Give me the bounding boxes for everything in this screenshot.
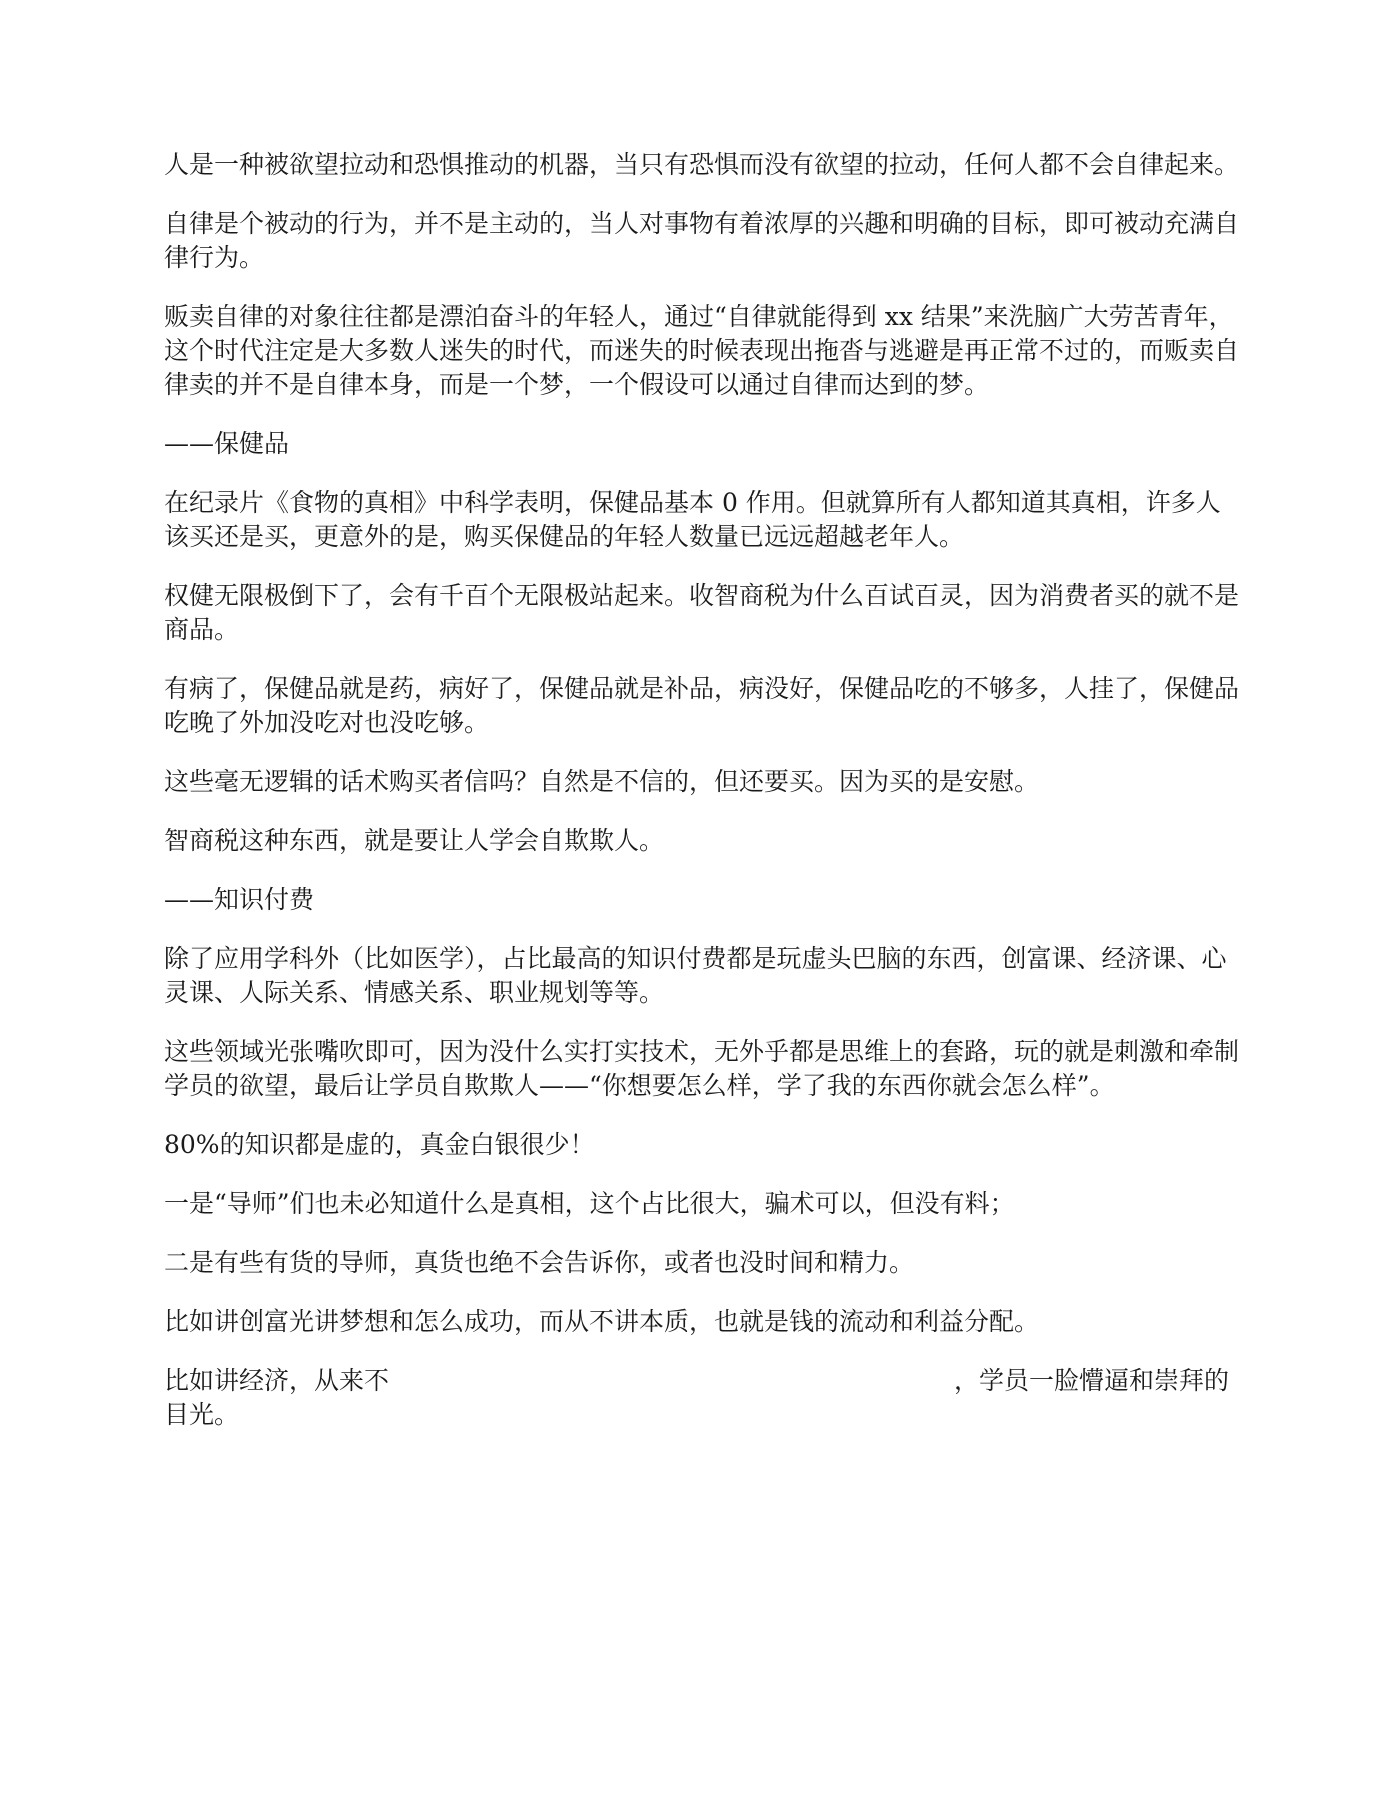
paragraph-6: 有病了，保健品就是药，病好了，保健品就是补品，病没好，保健品吃的不够多，人挂了，保健品吃晚了外加没吃对也没吃够。 [164,674,1240,737]
paragraph-4: 在纪录片《食物的真相》中科学表明，保健品基本 0 作用。但就算所有人都知道其真相，许多人该买还是买，更意外的是，购买保健品的年轻人数量已远远超越老年人。 [164,488,1221,551]
paragraph-1: 人是一种被欲望拉动和恐惧推动的机器，当只有恐惧而没有欲望的拉动，任何人都不会自律起来。 [164,150,1240,179]
paragraph-13: 二是有些有货的导师，真货也绝不会告诉你，或者也没时间和精力。 [164,1248,915,1277]
paragraph-15 [164,1364,1244,1432]
paragraph-15-start: 比如讲经济，从来不 [164,1366,390,1395]
paragraph-2: 自律是个被动的行为，并不是主动的，当人对事物有着浓厚的兴趣和明确的目标，即可被动充满自律行为。 [164,209,1240,272]
paragraph-3: 贩卖自律的对象往往都是漂泊奋斗的年轻人，通过“自律就能得到 xx 结果”来洗脑广大劳苦青年，这个时代注定是大多数人迷失的时代，而迷失的时候表现出拖沓与逃避是再正常不过的，而贩卖自律卖的并不是自律本身，而是一个梦，一个假设可以通过自律而达到的梦。 [164,302,1240,399]
section-heading-paid-knowledge: ——知识付费 [164,885,315,914]
paragraph-8: 智商税这种东西，就是要让人学会自欺欺人。 [164,826,665,855]
paragraph-14: 比如讲创富光讲梦想和怎么成功，而从不讲本质，也就是钱的流动和利益分配。 [164,1307,1040,1336]
paragraph-9: 除了应用学科外（比如医学），占比最高的知识付费都是玩虚头巴脑的东西，创富课、经济课、心灵课、人际关系、情感关系、职业规划等等。 [164,944,1227,1007]
paragraph-5: 权健无限极倒下了，会有千百个无限极站起来。收智商税为什么百试百灵，因为消费者买的就不是商品。 [164,581,1240,644]
document-body [164,148,1244,1457]
paragraph-10: 这些领域光张嘴吹即可，因为没什么实打实技术，无外乎都是思维上的套路，玩的就是刺激和牵制学员的欲望，最后让学员自欺欺人——“你想要怎么样，学了我的东西你就会怎么样”。 [164,1037,1240,1100]
paragraph-11: 80%的知识都是虚的，真金白银很少！ [164,1130,595,1159]
paragraph-7: 这些毫无逻辑的话术购买者信吗？自然是不信的，但还要买。因为买的是安慰。 [164,767,1040,796]
paragraph-12: 一是“导师”们也未必知道什么是真相，这个占比很大，骗术可以，但没有料； [164,1189,1015,1218]
paragraph-15-end: ，学员一脸懵逼和崇拜的目光。 [164,1366,1230,1429]
section-heading-health-products: ——保健品 [164,429,290,458]
